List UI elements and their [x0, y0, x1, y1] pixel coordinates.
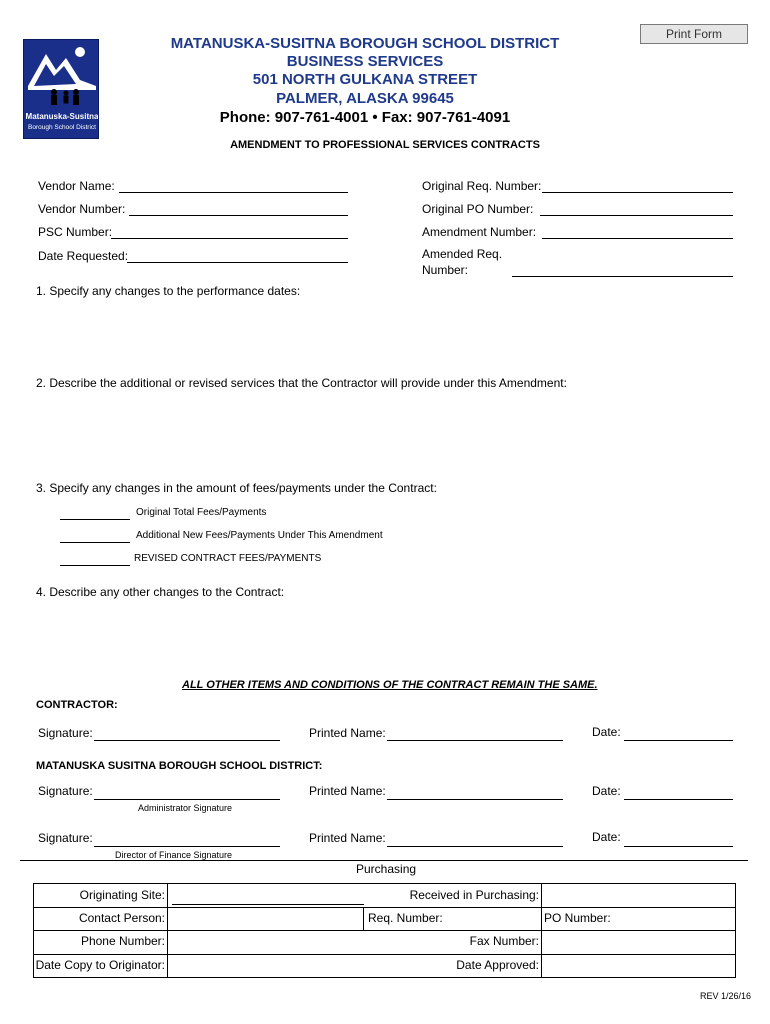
revised-fees-label: REVISED CONTRACT FEES/PAYMENTS [134, 553, 322, 564]
contractor-heading: CONTRACTOR: [36, 699, 118, 711]
question-2: 2. Describe the additional or revised services that the Contractor will provide under this Amendment: [36, 376, 567, 390]
department-heading: BUSINESS SERVICES [286, 53, 444, 70]
additional-fees-label: Additional New Fees/Payments Under This Amendment [136, 530, 383, 541]
admin-date-field[interactable] [624, 799, 733, 800]
contact-person-label: Contact Person: [78, 911, 165, 925]
question-4: 4. Describe any other changes to the Contract: [36, 585, 285, 599]
phone-fax-line: Phone: 907-761-4001 • Fax: 907-761-4091 [219, 109, 511, 126]
district-heading: MATANUSKA SUSITNA BOROUGH SCHOOL DISTRICT: [36, 760, 323, 772]
form-title: AMENDMENT TO PROFESSIONAL SERVICES CONTRACTS [230, 139, 540, 151]
date-copy-label: Date Copy to Originator: [35, 958, 165, 972]
admin-signature-field[interactable] [94, 799, 280, 800]
psc-number-label: PSC Number: [38, 225, 113, 239]
finance-date-field[interactable] [624, 846, 733, 847]
original-req-label: Original Req. Number: [422, 179, 542, 193]
req-number-label: Req. Number: [368, 911, 443, 925]
revision-label: REV 1/26/16 [700, 991, 752, 1001]
purchasing-heading: Purchasing [356, 862, 417, 876]
finance-printed-name-label: Printed Name: [309, 831, 386, 845]
vendor-number-label: Vendor Number: [38, 202, 126, 216]
original-po-label: Original PO Number: [422, 202, 534, 216]
section-divider [20, 860, 748, 861]
table-divider [363, 907, 364, 931]
additional-fees-field[interactable] [60, 542, 130, 543]
amended-req-label-cont: Number: [422, 263, 469, 277]
table-divider [34, 907, 735, 908]
contractor-date-field[interactable] [624, 740, 733, 741]
logo-text-name: Matanuska-Susitna [25, 112, 99, 121]
contractor-printed-name-label: Printed Name: [309, 726, 386, 740]
finance-signature-field[interactable] [94, 846, 280, 847]
contractor-signature-field[interactable] [94, 740, 280, 741]
vendor-number-field[interactable] [129, 215, 348, 216]
received-label: Received in Purchasing: [409, 888, 539, 902]
amendment-number-label: Amendment Number: [422, 225, 537, 239]
amended-req-field[interactable] [512, 276, 733, 277]
admin-signature-label: Signature: [38, 784, 93, 798]
contractor-date-label: Date: [592, 725, 621, 739]
question-3: 3. Specify any changes in the amount of fees/payments under the Contract: [36, 481, 437, 495]
question-1: 1. Specify any changes to the performance dates: [36, 284, 301, 298]
vendor-name-label: Vendor Name: [38, 179, 115, 193]
logo-text-district: Borough School District [28, 124, 96, 131]
originating-site-field[interactable] [172, 904, 364, 905]
admin-printed-name-field[interactable] [387, 799, 563, 800]
original-fees-field[interactable] [60, 519, 130, 520]
date-approved-label: Date Approved: [456, 958, 539, 972]
contractor-printed-name-field[interactable] [387, 740, 563, 741]
revised-fees-field[interactable] [60, 565, 130, 566]
amended-req-label: Amended Req. [422, 247, 503, 261]
psc-number-field[interactable] [111, 238, 348, 239]
district-logo [23, 39, 99, 139]
vendor-name-field[interactable] [119, 192, 348, 193]
original-req-field[interactable] [542, 192, 733, 193]
original-fees-label: Original Total Fees/Payments [136, 507, 267, 518]
table-divider [34, 930, 735, 931]
mountain-family-icon [24, 40, 99, 110]
fax-number-label: Fax Number: [469, 934, 539, 948]
finance-signature-label: Signature: [38, 831, 93, 845]
conditions-note: ALL OTHER ITEMS AND CONDITIONS OF THE CONTRACT REMAIN THE SAME. [182, 679, 598, 691]
print-form-button[interactable]: Print Form [640, 24, 748, 44]
date-requested-label: Date Requested: [38, 249, 129, 263]
admin-date-label: Date: [592, 784, 621, 798]
finance-signature-caption: Director of Finance Signature [115, 850, 233, 860]
finance-printed-name-field[interactable] [387, 846, 563, 847]
originating-site-label: Originating Site: [79, 888, 165, 902]
amendment-number-field[interactable] [542, 238, 733, 239]
original-po-field[interactable] [540, 215, 733, 216]
contractor-signature-label: Signature: [38, 726, 93, 740]
purchasing-table [33, 883, 736, 978]
street-address: 501 NORTH GULKANA STREET [252, 71, 478, 88]
finance-date-label: Date: [592, 830, 621, 844]
po-number-label: PO Number: [544, 911, 611, 925]
date-requested-field[interactable] [127, 262, 348, 263]
table-divider [34, 954, 735, 955]
admin-signature-caption: Administrator Signature [138, 803, 233, 813]
phone-number-label: Phone Number: [80, 934, 165, 948]
district-name-heading: MATANUSKA-SUSITNA BOROUGH SCHOOL DISTRICT [170, 35, 560, 52]
admin-printed-name-label: Printed Name: [309, 784, 386, 798]
city-address: PALMER, ALASKA 99645 [276, 90, 454, 107]
